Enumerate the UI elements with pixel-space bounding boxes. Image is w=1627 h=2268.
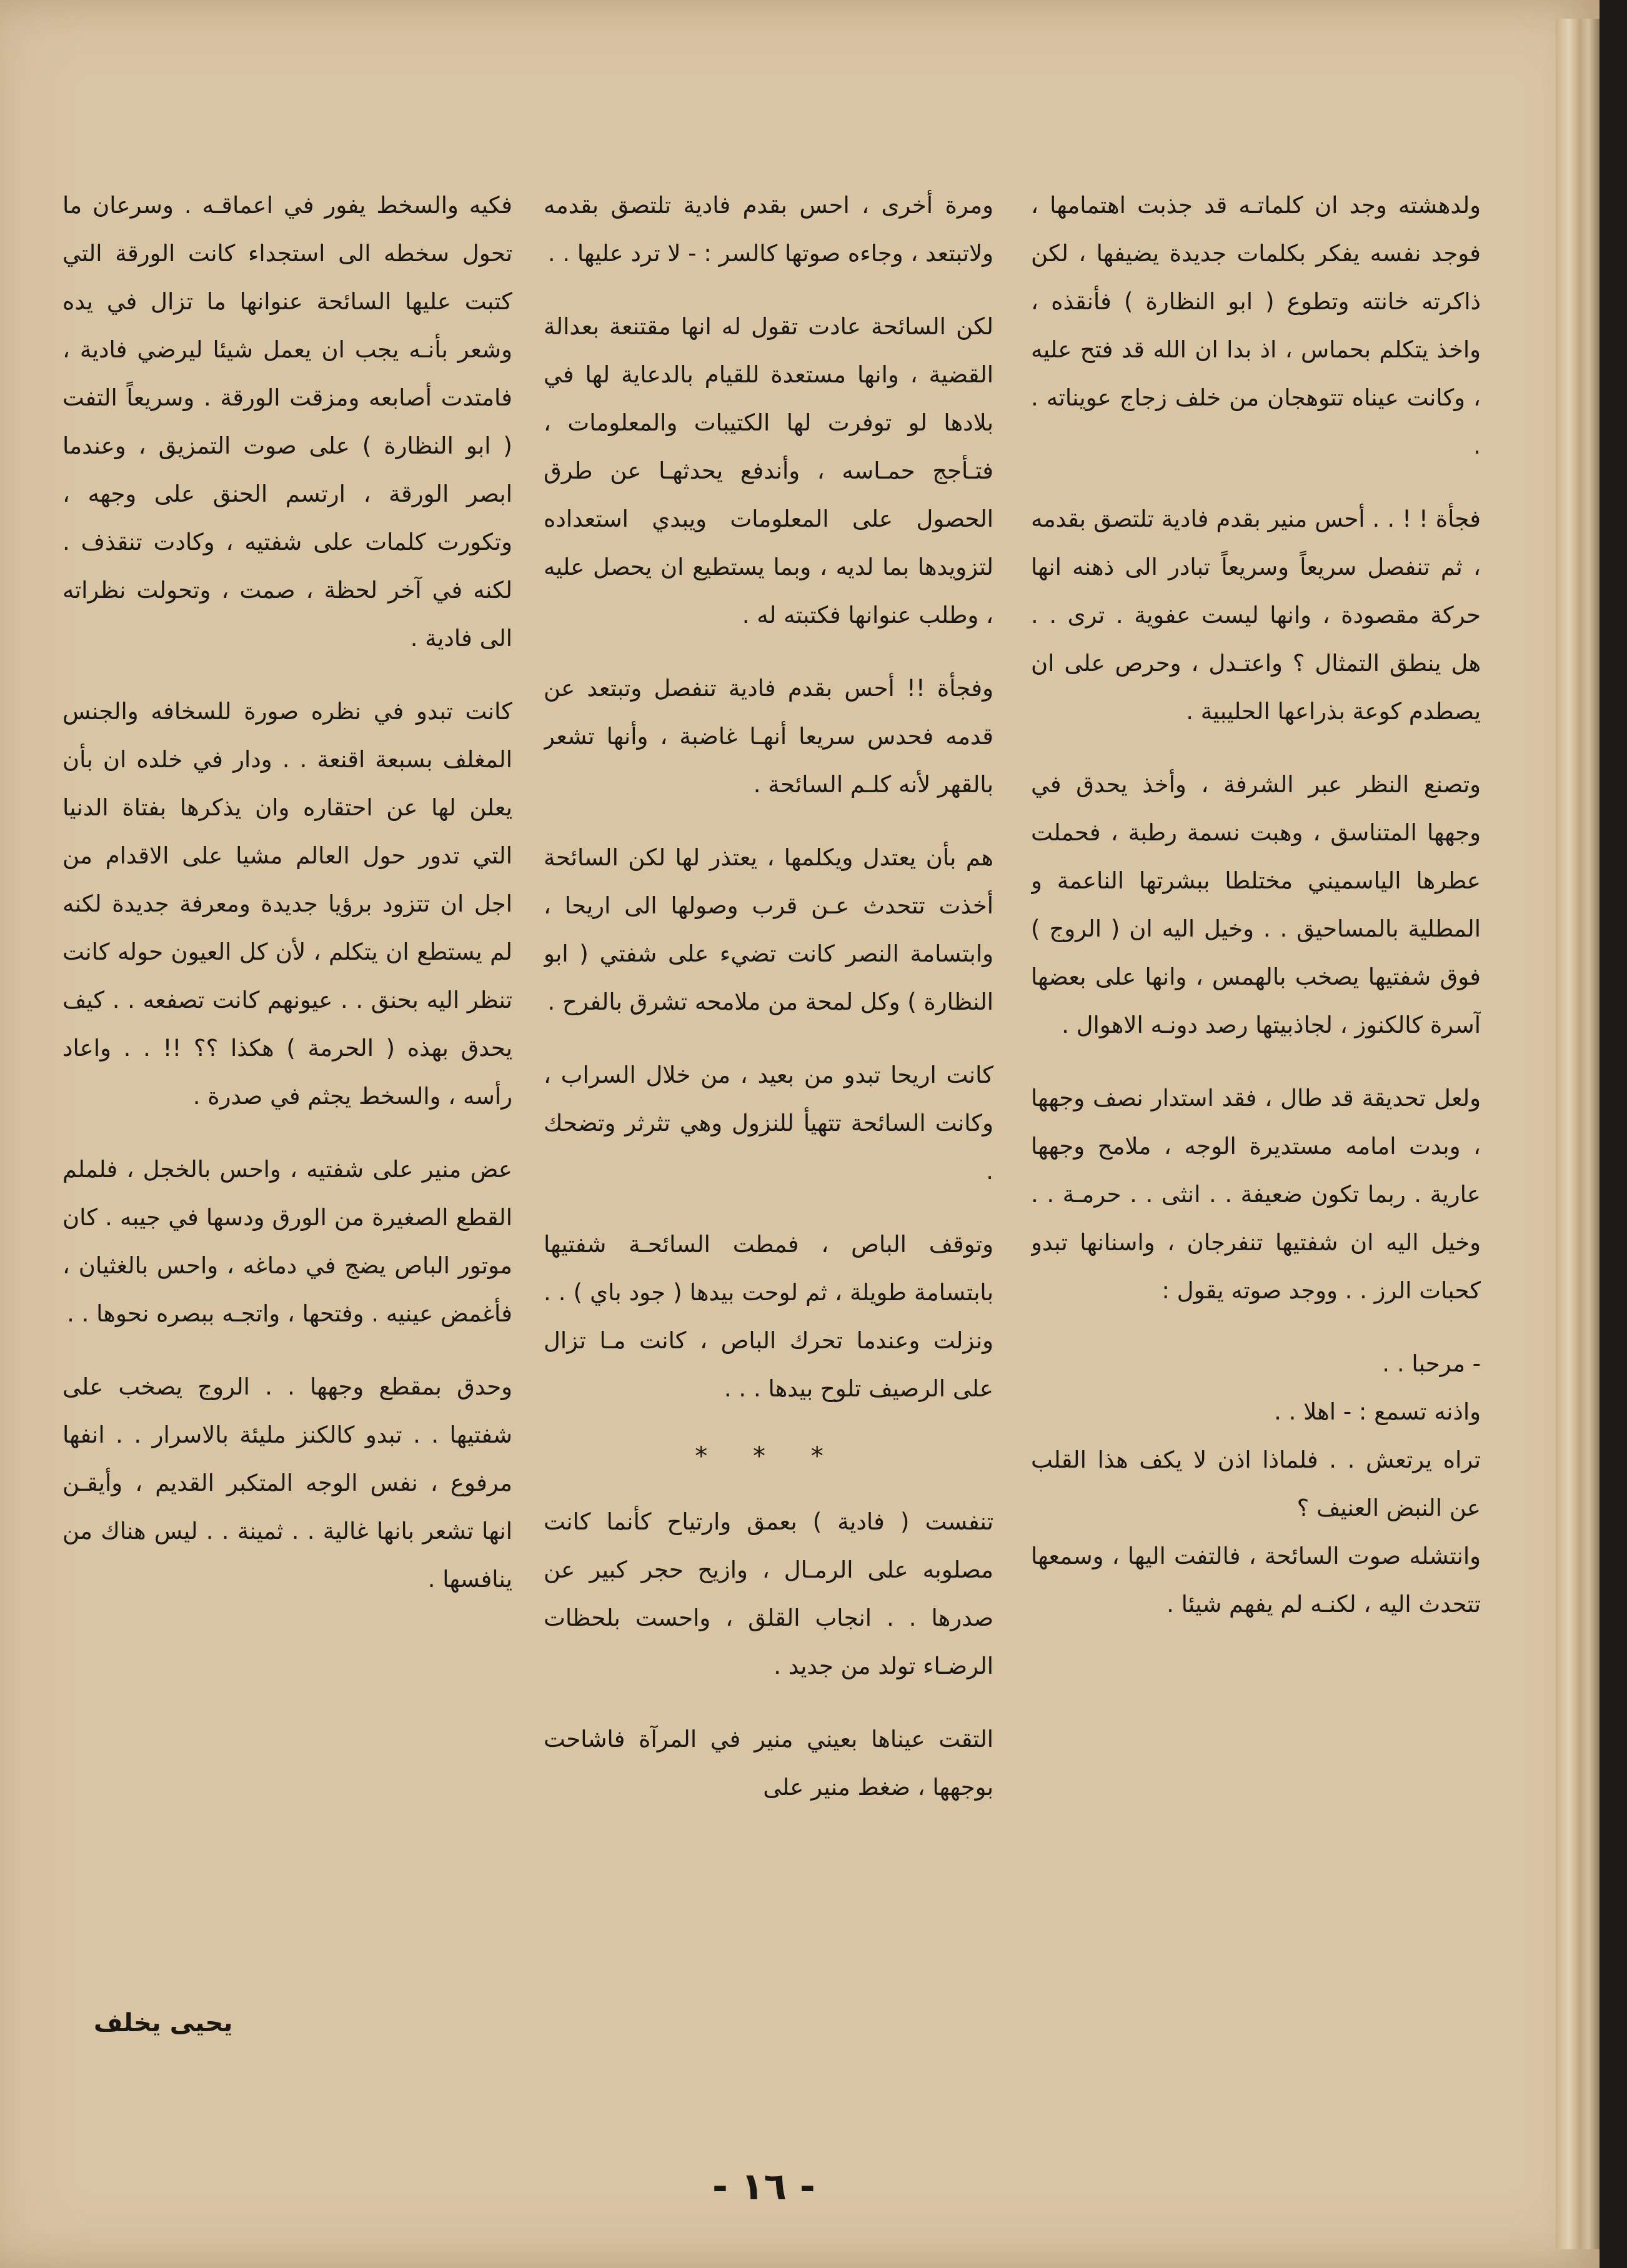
paragraph: وتوقف الباص ، فمطت السائحـة شفتيها بابتسامة طويلة ، ثم لوحت بيدها ( جود باي ) . . ونزلت وعندما تحرك الباص ، كانت مـا تزال على الرصيف تلوح بيدها . . . bbox=[544, 1231, 993, 1402]
dialogue-line: - مرحبا . ‌. bbox=[1382, 1350, 1481, 1377]
paragraph: تنفست ( فادية ) بعمق وارتياح كأنما كانت مصلوبه على الرمـال ، وازيح حجر كبير عن صدرها . . انجاب القلق ، واحست بلحظات الرضـاء تولد من جديد . bbox=[544, 1508, 993, 1679]
paragraph: وحدق بمقطع وجهها . . الروج يصخب على شفتيها . . تبدو كالكنز مليئة بالاسرار . . انفها مرفوع ، نفس الوجه المتكبر القديم ، وأيقـن انها تشعر بانها غالية . . ثمينة . . ليس هناك من ينافسها . bbox=[62, 1373, 512, 1593]
paragraph: ومرة أخرى ، احس بقدم فادية تلتصق بقدمه ولاتبتعد ، وجاءه صوتها كالسر : - لا ترد عليها . . bbox=[544, 192, 993, 267]
text-column-middle bbox=[544, 181, 993, 2081]
page-edge bbox=[1556, 19, 1600, 2249]
section-divider: * * * bbox=[695, 1442, 842, 1471]
paragraph: كانت تبدو في نظره صورة للسخافه والجنس المغلف بسبعة اقنعة . . ودار في خلده ان بأن يعلن لها عن احتقاره وان يذكرها بفتاة الدنيا التي تدور حول العالم مشيا على الاقدام من اجل ان تتزود برؤيا جديدة ومعرفة جديدة لكنه لم يستطع ان يتكلم ، لأن كل العيون حوله كانت تنظر اليه بحنق . . عيونهم كانت تصفعه . . كيف يحدق بهذه ( الحرمة ) هكذا ؟؟ !! . . واعاد رأسه ، والسخط يجثم في صدرة . bbox=[62, 698, 512, 1110]
page-number: - ١٦ - bbox=[712, 2165, 815, 2209]
paragraph: هم بأن يعتدل ويكلمها ، يعتذر لها لكن السائحة أخذت تتحدث عـن قرب وصولها الى اريحا ، وابتسامة النصر كانت تضيء على شفتي ( ابو النظارة ) وكل لمحة من ملامحه تشرق بالفرح . bbox=[544, 844, 993, 1015]
paragraph: وتصنع النظر عبر الشرفة ، وأخذ يحدق في وجهها المتناسق ، وهبت نسمة رطبة ، فحملت عطرها الياسميني مختلطا ببشرتها الناعمة و المطلية بالمساحيق . . وخيل اليه ان ( الروج ) فوق شفتيها يصخب بالهمس ، وانها على بعضها آسرة كالكنوز ، لجاذبيتها رصد دونـه الاهوال . bbox=[1031, 771, 1481, 1038]
paragraph: كانت اريحا تبدو من بعيد ، من خلال السراب ، وكانت السائحة تتهيأ للنزول وهي تثرثر وتضحك . bbox=[544, 1062, 993, 1185]
text-column-right bbox=[1031, 181, 1481, 2081]
paragraph: ولعل تحديقة قد طال ، فقد استدار نصف وجهها ، وبدت امامه مستديرة الوجه ، ملامح وجهها عارية . ربما تكون ضعيفة . . انثى . . حرمـة . . وخيل اليه ان شفتيها تنفرجان ، واسنانها تبدو كحبات الرز . . ووجد صوته يقول : bbox=[1031, 1085, 1481, 1304]
paragraph: عض منير على شفتيه ، واحس بالخجل ، فلملم القطع الصغيرة من الورق ودسها في جيبه . كان موتور الباص يضج في دماغه ، واحس بالغثيان ، فأغمض عينيه . وفتحها ، واتجـه ببصره نحوها . . bbox=[62, 1156, 512, 1327]
paragraph: فكيه والسخط يفور في اعماقـه . وسرعان ما تحول سخطه الى استجداء كانت الورقة التي كتبت عليها السائحة عنوانها ما تزال في يده وشعر بأنـه يجب ان يعمل شيئا ليرضي فادية ، فامتدت أصابعه ومزقت الورقة . وسريعاً التفت ( ابو النظارة ) على صوت التمزيق ، وعندما ابصر الورقة ، ارتسم الحنق على وجهه ، وتكورت كلمات على شفتيه ، وكادت تنقذف . لكنه في آخر لحظة ، صمت ، وتحولت نظراته الى فادية . bbox=[62, 192, 512, 652]
paragraph: وفجأة !! أحس بقدم فادية تنفصل وتبتعد عن قدمه فحدس سريعا أنهـا غاضبة ، وأنها تشعر بالقهر لأنه كلـم السائحة . bbox=[544, 675, 993, 798]
paragraph: فجأة ! ! . . أحس منير بقدم فادية تلتصق بقدمه ، ثم تنفصل سريعاً وسريعاً تبادر الى ذهنه انها حركة مقصودة ، وانها ليست عفوية . ترى . . هل ينطق التمثال ؟ واعتـدل ، وحرص على ان يصطدم كوعة بذراعها الحليبية . bbox=[1031, 505, 1481, 725]
author-signature: يحيى يخلف bbox=[94, 2009, 233, 2037]
paragraph: وانتشله صوت السائحة ، فالتفت اليها ، وسمعها تتحدث اليه ، لكنـه لم يفهم شيئا . bbox=[1031, 1543, 1481, 1618]
paragraph: لكن السائحة عادت تقول له انها مقتنعة بعدالة القضية ، وانها مستعدة للقيام بالدعاية لها في بلادها لو توفرت لها الكتيبات والمعلومات ، فتـأجج حمـاسه ، وأندفع يحدثهـا عن طرق الحصول على المعلومات ويبدي استعداده لتزويدها بما لديه ، وبما يستطيع ان يحصل عليه ، وطلب عنوانها فكتبته له . bbox=[544, 313, 993, 629]
paragraph: التقت عيناها بعيني منير في المرآة فاشاحت بوجهها ، ضغط منير على bbox=[544, 1726, 993, 1801]
text-column-left bbox=[62, 181, 512, 2081]
dialogue-line: واذنه تسمع : - اهلا . . bbox=[1274, 1398, 1481, 1425]
paragraph: ولدهشته وجد ان كلماتـه قد جذبت اهتمامها ، فوجد نفسه يفكر بكلمات جديدة يضيفها ، لكن ذاكرته خانته وتطوع ( ابو النظارة ) فأنقذه ، واخذ يتكلم بحماس ، اذ بدا ان الله قد فتح عليه ، وكانت عيناه تتوهجان من خلف زجاج عويناته . . bbox=[1031, 192, 1481, 459]
paragraph: تراه يرتعش . . فلماذا اذن لا يكف هذا القلب عن النبض العنيف ؟ bbox=[1031, 1446, 1481, 1521]
